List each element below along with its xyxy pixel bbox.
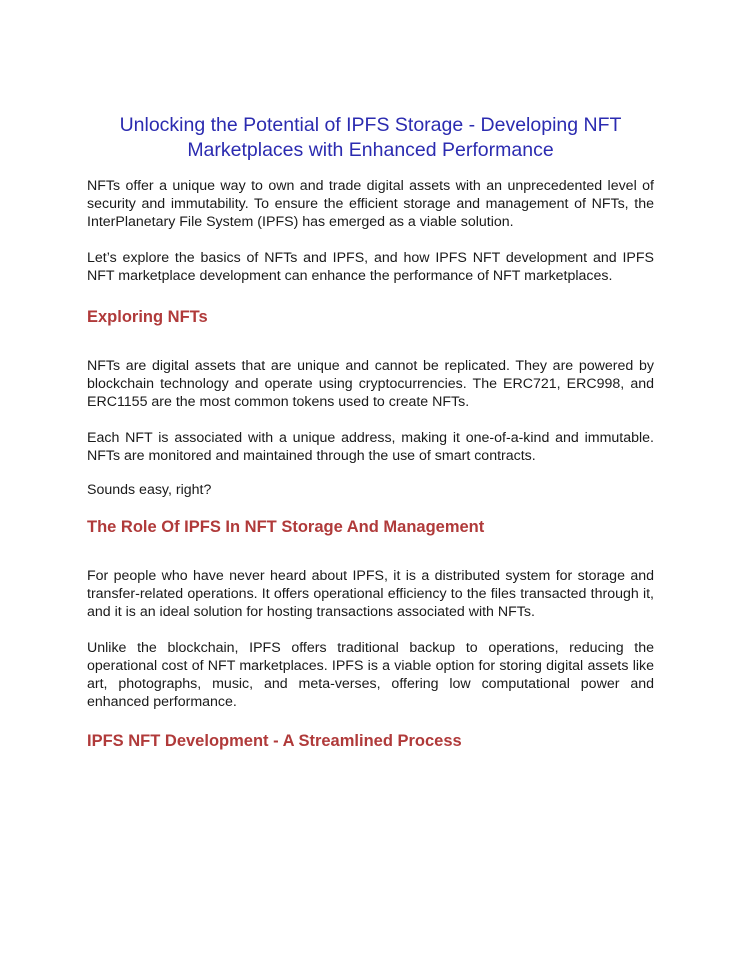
document-title: Unlocking the Potential of IPFS Storage - Developing NFT Marketplaces with Enhanced Performance: [119, 114, 622, 161]
exploring-paragraph-2: Each NFT is associated with a unique address, making it one-of-a-kind and immutable. NFTs are monitored and maintained through the use of smart contracts.: [87, 430, 654, 464]
role-paragraph-1: For people who have never heard about IPFS, it is a distributed system for storage and transfer-related operations. It offers operational efficiency to the files transacted through it, and it is an ideal solution for hosting transactions associated with NFTs.: [87, 568, 654, 620]
document-page: [87, 113, 654, 751]
exploring-paragraph-3: Sounds easy, right?: [87, 482, 212, 498]
section-heading-ipfs-nft-development: IPFS NFT Development - A Streamlined Process: [87, 732, 462, 750]
exploring-paragraph-1: NFTs are digital assets that are unique and cannot be replicated. They are powered by blockchain technology and operate using cryptocurrencies. The ERC721, ERC998, and ERC1155 are the most common tokens used to create NFTs.: [87, 358, 654, 410]
intro-paragraph-2: Let’s explore the basics of NFTs and IPFS, and how IPFS NFT development and IPFS NFT marketplace development can enhance the performance of NFT marketplaces.: [87, 250, 654, 284]
section-heading-exploring-nfts: Exploring NFTs: [87, 308, 208, 326]
intro-paragraph-1: NFTs offer a unique way to own and trade digital assets with an unprecedented level of security and immutability. To ensure the efficient storage and management of NFTs, the InterPlanetary File System (IPFS) has emerged as a viable solution.: [87, 178, 654, 230]
section-heading-role-of-ipfs: The Role Of IPFS In NFT Storage And Management: [87, 518, 485, 536]
role-paragraph-2: Unlike the blockchain, IPFS offers traditional backup to operations, reducing the operational cost of NFT marketplaces. IPFS is a viable option for storing digital assets like art, photographs, music, and meta-verses, offering low computational power and enhanced performance.: [87, 640, 654, 710]
